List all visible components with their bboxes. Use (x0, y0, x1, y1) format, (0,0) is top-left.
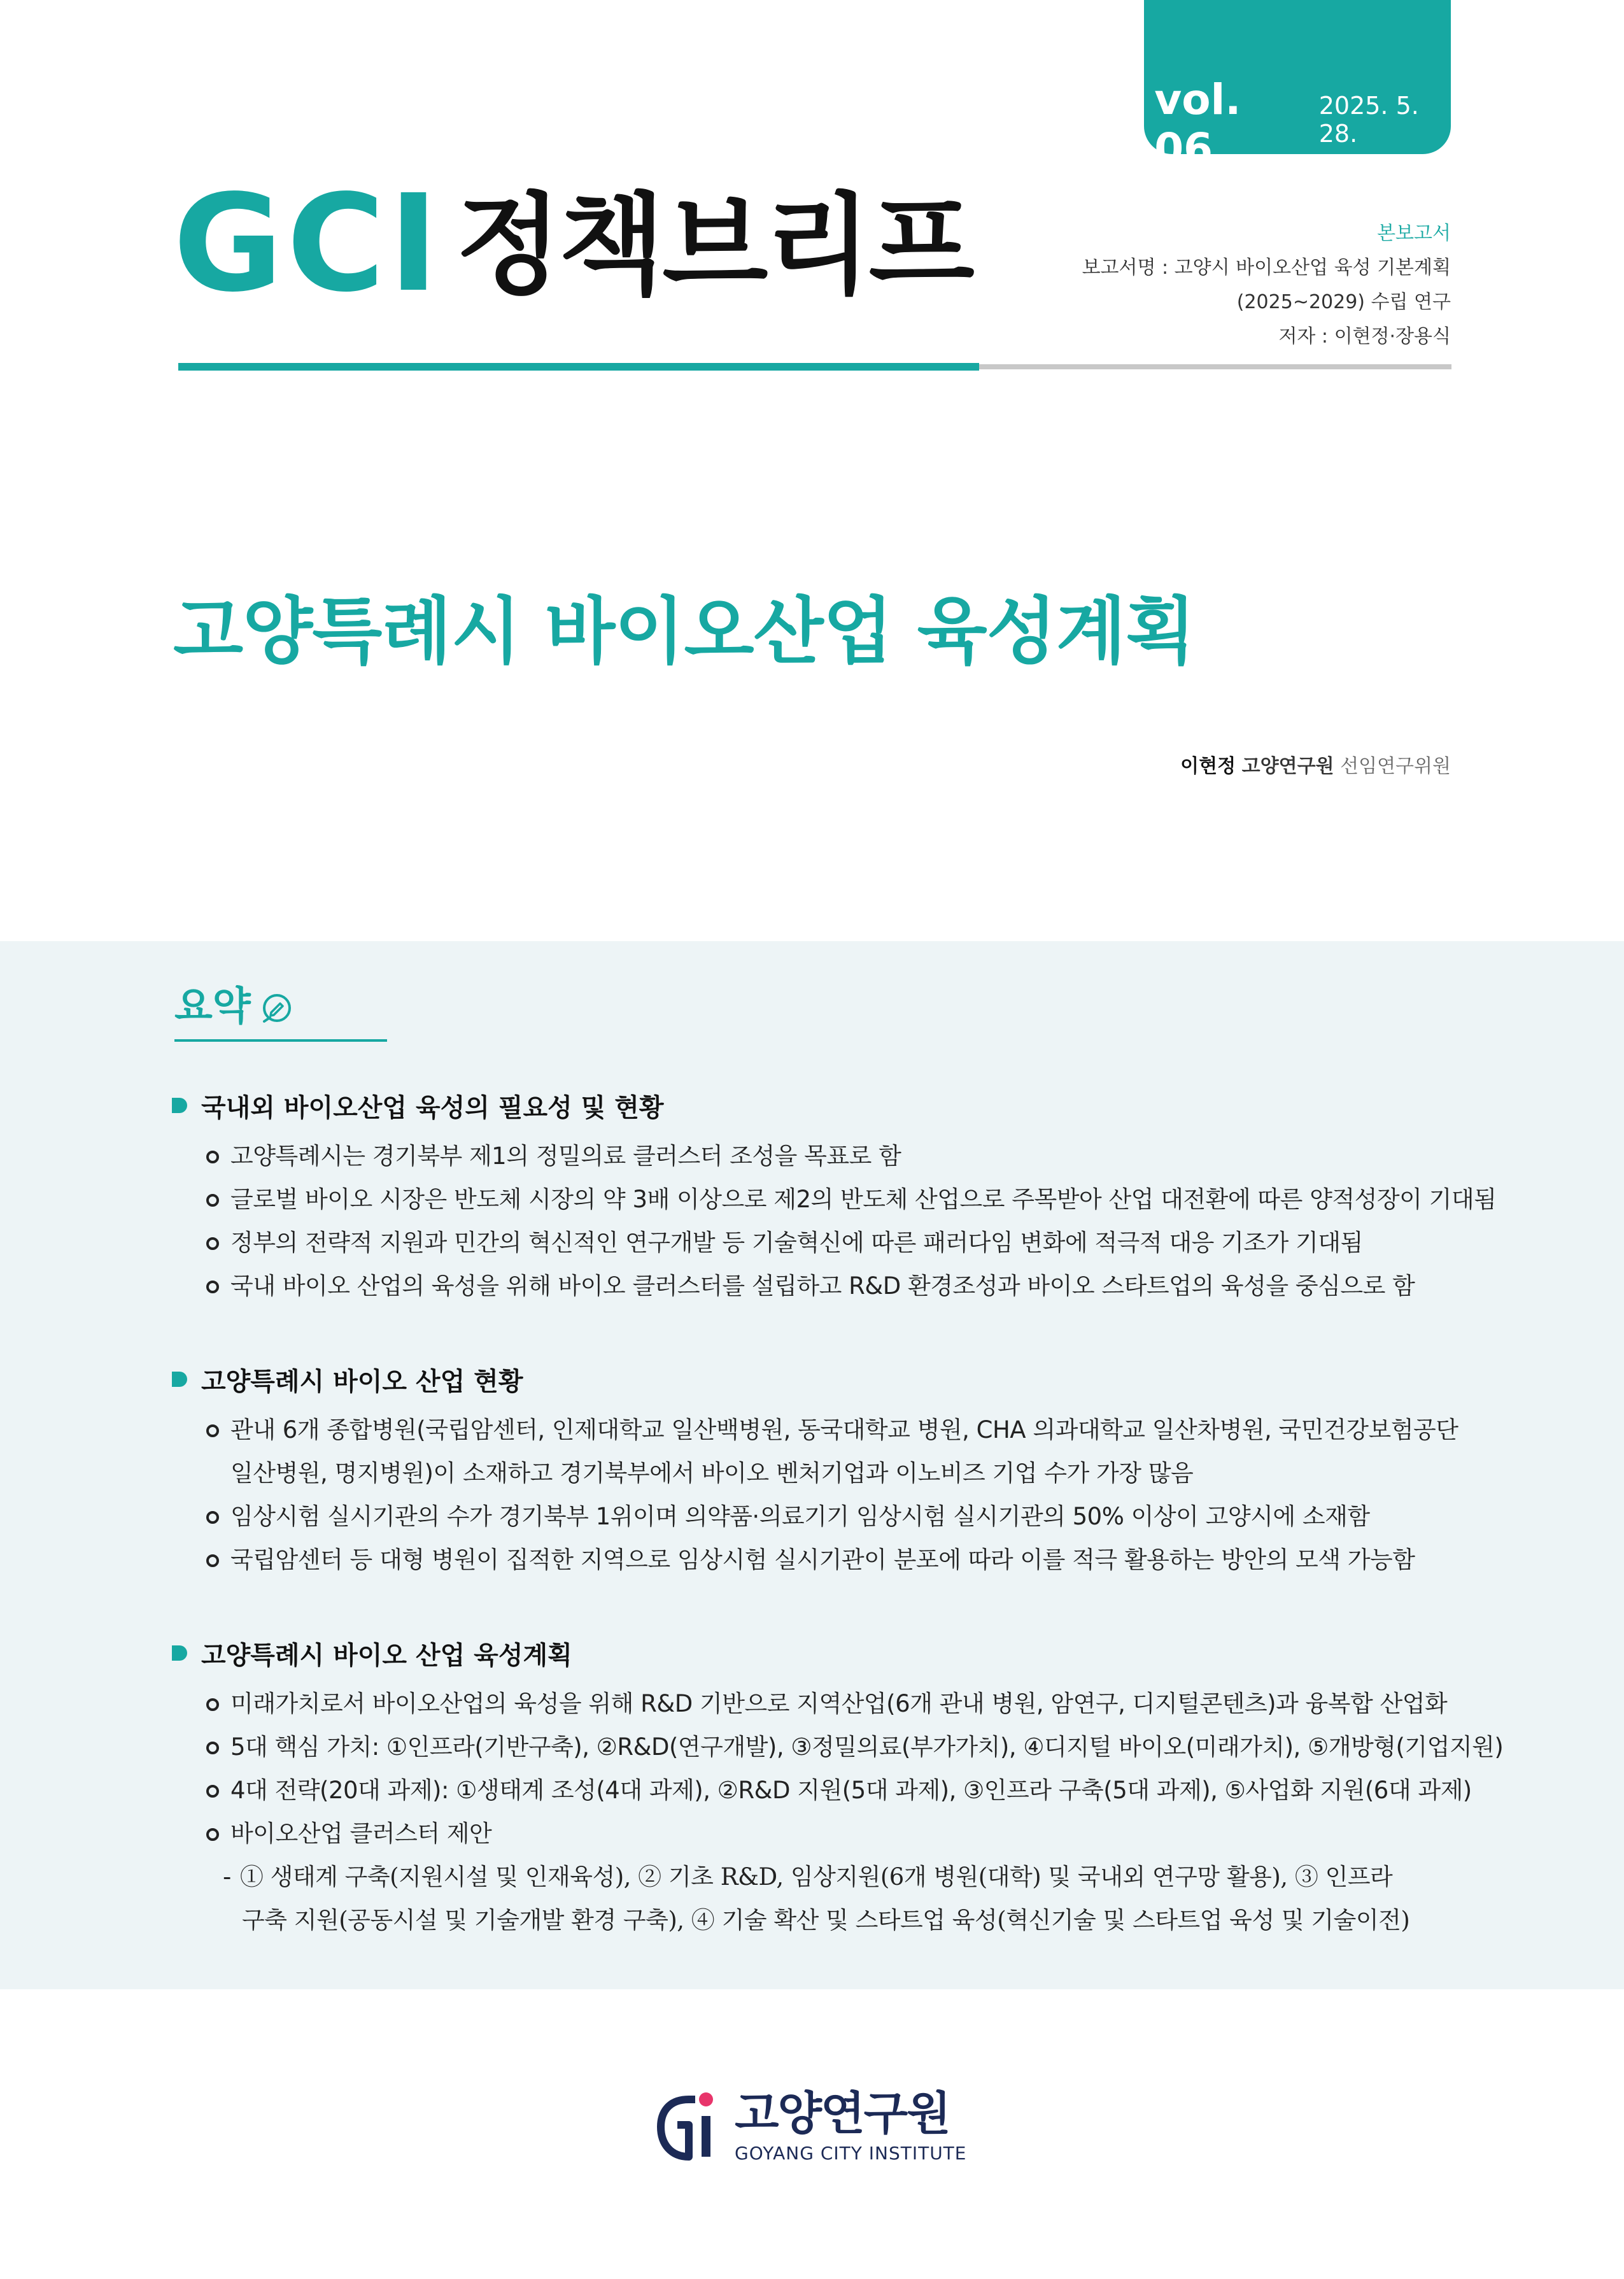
volume-number: vol. 06 (1154, 75, 1241, 173)
bullet-circle-icon (206, 1424, 219, 1437)
summary-bullet: 정부의 전략적 지원과 민간의 혁신적인 연구개발 등 기술혁신에 따른 패러다임 변화에 적극적 대응 기조가 기대됨 (172, 1221, 1451, 1265)
bullet-circle-icon (206, 1742, 219, 1754)
summary-bullet: 5대 핵심 가치: ①인프라(기반구축), ②R&D(연구개발), ③정밀의료(부가가치), ④디지털 바이오(미래가치), ⑤개방형(기업지원) (172, 1726, 1451, 1769)
section-marker-icon (172, 1645, 187, 1661)
summary-bullet: 고양특례시는 경기북부 제1의 정밀의료 클러스터 조성을 목표로 함 (172, 1135, 1451, 1178)
section-title-text: 고양특례시 바이오 산업 현황 (201, 1367, 523, 1396)
institute-name-ko: 고양연구원 (735, 2086, 950, 2140)
summary-bullet: 글로벌 바이오 시장은 반도체 시장의 약 3배 이상으로 제2의 반도체 산업으로 주목받아 산업 대전환에 따른 양적성장이 기대됨 (172, 1178, 1451, 1221)
bullet-circle-icon (206, 1828, 219, 1841)
meta-report-name: 보고서명 : 고양시 바이오산업 육성 기본계획 (1082, 257, 1451, 279)
summary-bullet: 국내 바이오 산업의 육성을 위해 바이오 클러스터를 설립하고 R&D 환경조성과 바이오 스타트업의 육성을 중심으로 함 (172, 1265, 1451, 1308)
volume-tab (1144, 0, 1451, 173)
summary-heading-text: 요약 (174, 983, 251, 1029)
issue-date: 2025. 5. 28. (1318, 92, 1419, 148)
summary-sub-bullet: - ① 생태계 구축(지원시설 및 인재육성), ② 기초 R&D, 임상지원(6개 병원(대학) 및 국내외 연구망 활용), ③ 인프라 (223, 1863, 1393, 1891)
author-name: 이현정 (1180, 755, 1236, 777)
bullet-circle-icon (206, 1194, 219, 1207)
meta-report-name-cont: (2025~2029) 수립 연구 (1236, 291, 1451, 313)
summary-pen-icon (261, 987, 293, 1019)
bullet-circle-icon (206, 1237, 219, 1250)
summary-bullet: 임상시험 실시기관의 수가 경기북부 1위이며 의약품·의료기기 임상시험 실시기관의 50% 이상이 고양시에 소재함 (172, 1495, 1451, 1538)
bullet-circle-icon (206, 1151, 219, 1163)
bullet-circle-icon (206, 1281, 219, 1293)
bullet-circle-icon (206, 1785, 219, 1798)
section-title (172, 1086, 1451, 1125)
meta-authors: 저자 : 이현정·장용식 (1278, 325, 1451, 348)
page-title: 고양특례시 바이오산업 육성계획 (173, 589, 1196, 674)
header-divider-gray (979, 364, 1451, 369)
summary-sub-bullet-continuation: 구축 지원(공동시설 및 기술개발 환경 구축), ④ 기술 확산 및 스타트업 육성(혁신기술 및 스타트업 육성 및 기술이전) (242, 1906, 1410, 1934)
meta-label: 본보고서 (1377, 222, 1451, 245)
section-title-text: 고양특례시 바이오 산업 육성계획 (201, 1640, 572, 1670)
author-org: 고양연구원 (1241, 755, 1334, 777)
author-line (1180, 750, 1451, 778)
section-marker-icon (172, 1098, 187, 1113)
brief-title: 정책브리프 (456, 181, 972, 309)
bullet-circle-icon (206, 1511, 219, 1524)
bullet-circle-icon (206, 1698, 219, 1711)
summary-bullet-continuation: 일산병원, 명지병원)이 소재하고 경기북부에서 바이오 벤처기업과 이노비즈 기업 수가 가장 많음 (230, 1459, 1194, 1487)
section-marker-icon (172, 1372, 187, 1387)
section-title (172, 1634, 1451, 1672)
report-meta (1082, 217, 1451, 354)
summary-bullet: 미래가치로서 바이오산업의 육성을 위해 R&D 기반으로 지역산업(6개 관내 병원, 암연구, 디지털콘텐츠)과 융복합 산업화 (172, 1682, 1451, 1726)
author-role: 선임연구위원 (1340, 755, 1451, 777)
summary-section (172, 1086, 1497, 1308)
summary-section (172, 1634, 1504, 1942)
header-divider-teal (178, 363, 979, 371)
summary-heading-underline (174, 1039, 387, 1042)
section-title (172, 1360, 1451, 1398)
institute-name-en: GOYANG CITY INSTITUTE (735, 2142, 967, 2164)
institute-logo (656, 2085, 966, 2168)
brand-logo-text: GCI (173, 166, 442, 322)
institute-logo-mark-icon (656, 2085, 726, 2168)
summary-heading (174, 974, 293, 1031)
summary-bullet: 4대 전략(20대 과제): ①생태계 조성(4대 과제), ②R&D 지원(5대 과제), ③인프라 구축(5대 과제), ⑤사업화 지원(6대 과제) (172, 1769, 1451, 1812)
section-title-text: 국내외 바이오산업 육성의 필요성 및 현황 (201, 1093, 664, 1123)
summary-bullet: 국립암센터 등 대형 병원이 집적한 지역으로 임상시험 실시기관이 분포에 따라 이를 적극 활용하는 방안의 모색 가능함 (172, 1538, 1451, 1582)
summary-bullet: 관내 6개 종합병원(국립암센터, 인제대학교 일산백병원, 동국대학교 병원, CHA 의과대학교 일산차병원, 국민건강보험공단 (172, 1409, 1451, 1452)
summary-section (172, 1360, 1458, 1582)
summary-bullet: 바이오산업 클러스터 제안 (172, 1812, 1451, 1856)
bullet-circle-icon (206, 1554, 219, 1567)
